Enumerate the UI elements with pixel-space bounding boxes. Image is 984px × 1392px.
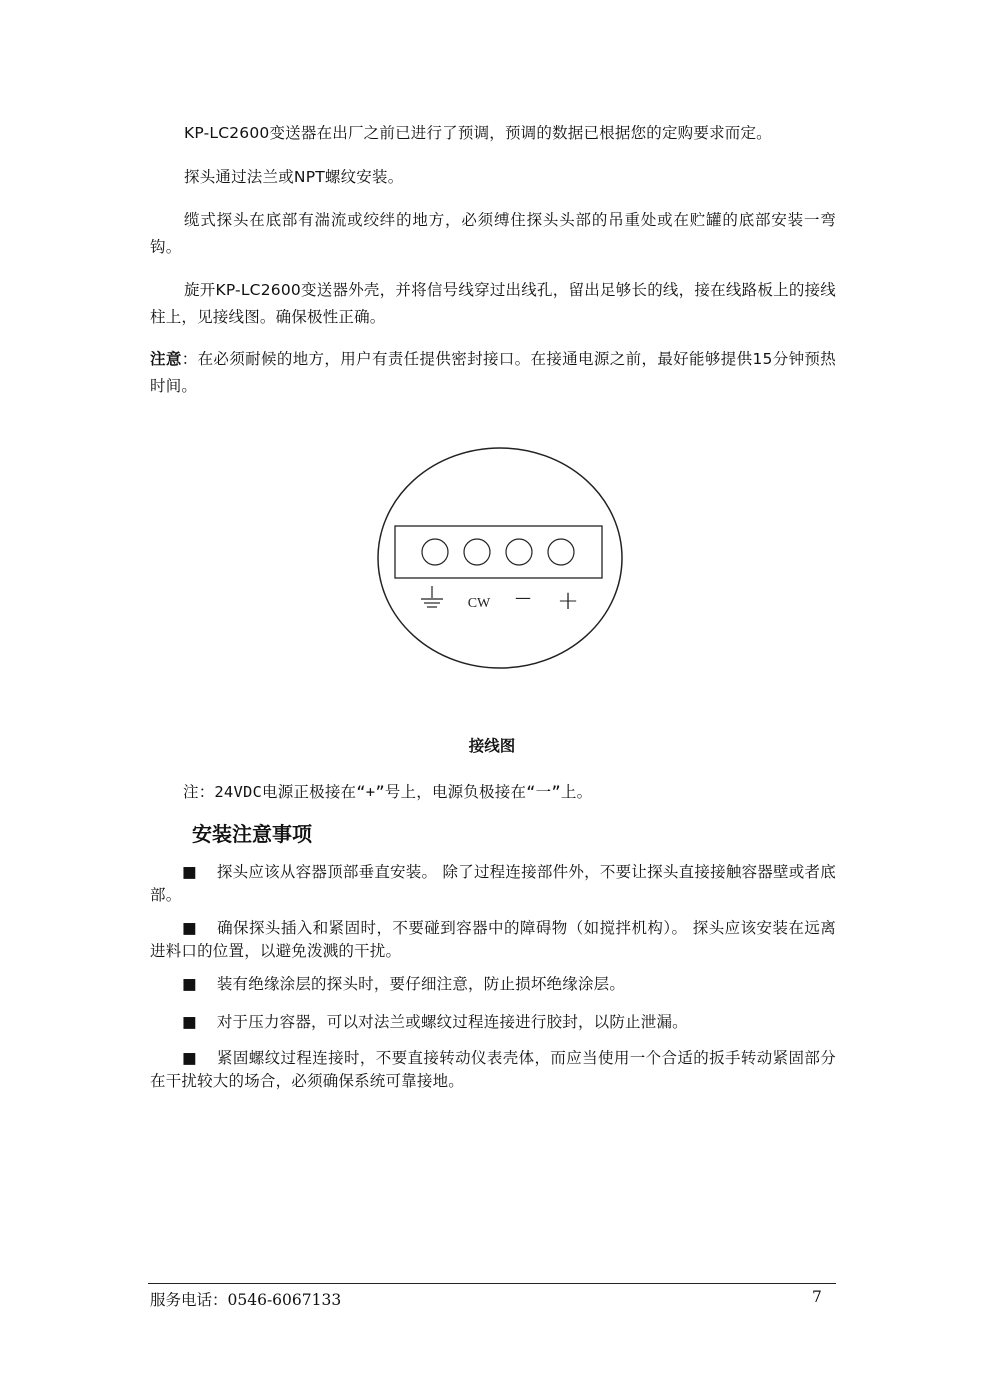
list-item-text: 紧固螺纹过程连接时，不要直接转动仪表壳体，而应当使用一个合适的扳手转动紧固部分在干扰较大的场合，必须确保系统可靠接地。 (150, 1049, 836, 1090)
housing-outline (378, 448, 622, 668)
terminal-ground (422, 539, 448, 565)
paragraph-preset: KP-LC2600变送器在出厂之前已进行了预调，预调的数据已根据您的定购要求而定。 (184, 124, 772, 142)
caution-text: ：在必须耐候的地方，用户有责任提供密封接口。在接通电源之前，最好能够提供15分钟预热时间。 (150, 350, 836, 395)
list-item (150, 973, 836, 996)
bullet-icon: ■ (182, 919, 198, 937)
terminal-block (395, 526, 602, 578)
page-number: 7 (812, 1288, 822, 1306)
footer-service-phone: 服务电话：0546-6067133 (150, 1291, 342, 1309)
terminal-cw (464, 539, 490, 565)
list-item-text: 装有绝缘涂层的探头时，要仔细注意，防止损坏绝缘涂层。 (216, 975, 626, 993)
list-item-text: 探头应该从容器顶部垂直安装。 除了过程连接部件外，不要让探头直接接触容器壁或者底部。 (150, 863, 836, 904)
terminal-minus (506, 539, 532, 565)
wiring-diagram (375, 446, 625, 670)
bullet-icon: ■ (182, 1049, 198, 1067)
list-item-text: 对于压力容器，可以对法兰或螺纹过程连接进行胶封，以防止泄漏。 (216, 1013, 688, 1031)
section-title: 安装注意事项 (192, 822, 312, 846)
bullet-icon: ■ (182, 863, 197, 881)
paragraph-caution (150, 346, 836, 400)
label-plus: + (557, 586, 579, 616)
list-item (150, 1011, 836, 1034)
paragraph-wiring: 旋开KP-LC2600变送器外壳，并将信号线穿过出线孔，留出足够长的线，接在线路板上的接线柱上，见接线图。确保极性正确。 (150, 281, 836, 326)
terminal-plus (548, 539, 574, 565)
ground-icon (421, 586, 443, 607)
diagram-caption: 接线图 (468, 737, 516, 755)
list-item (150, 917, 836, 963)
list-item (150, 861, 836, 907)
list-item (150, 1047, 836, 1093)
list-item-text: 确保探头插入和紧固时，不要碰到容器中的障碍物（如搅拌机构）。 探头应该安装在远离进料口的位置，以避免泼溅的干扰。 (150, 919, 836, 960)
bullet-icon: ■ (182, 1013, 197, 1031)
paragraph-cable-probe: 缆式探头在底部有湍流或绞绊的地方，必须缚住探头头部的吊重处或在贮罐的底部安装一弯钩。 (150, 211, 836, 256)
bullet-icon: ■ (182, 975, 197, 993)
label-cw: CW (467, 596, 491, 611)
footer-divider (148, 1283, 836, 1284)
paragraph-mounting: 探头通过法兰或NPT螺纹安装。 (184, 168, 404, 186)
label-minus: — (515, 588, 531, 607)
caution-label: 注意 (150, 350, 182, 368)
power-note: 注：24VDC电源正极接在“+”号上，电源负极接在“一”上。 (183, 783, 593, 801)
